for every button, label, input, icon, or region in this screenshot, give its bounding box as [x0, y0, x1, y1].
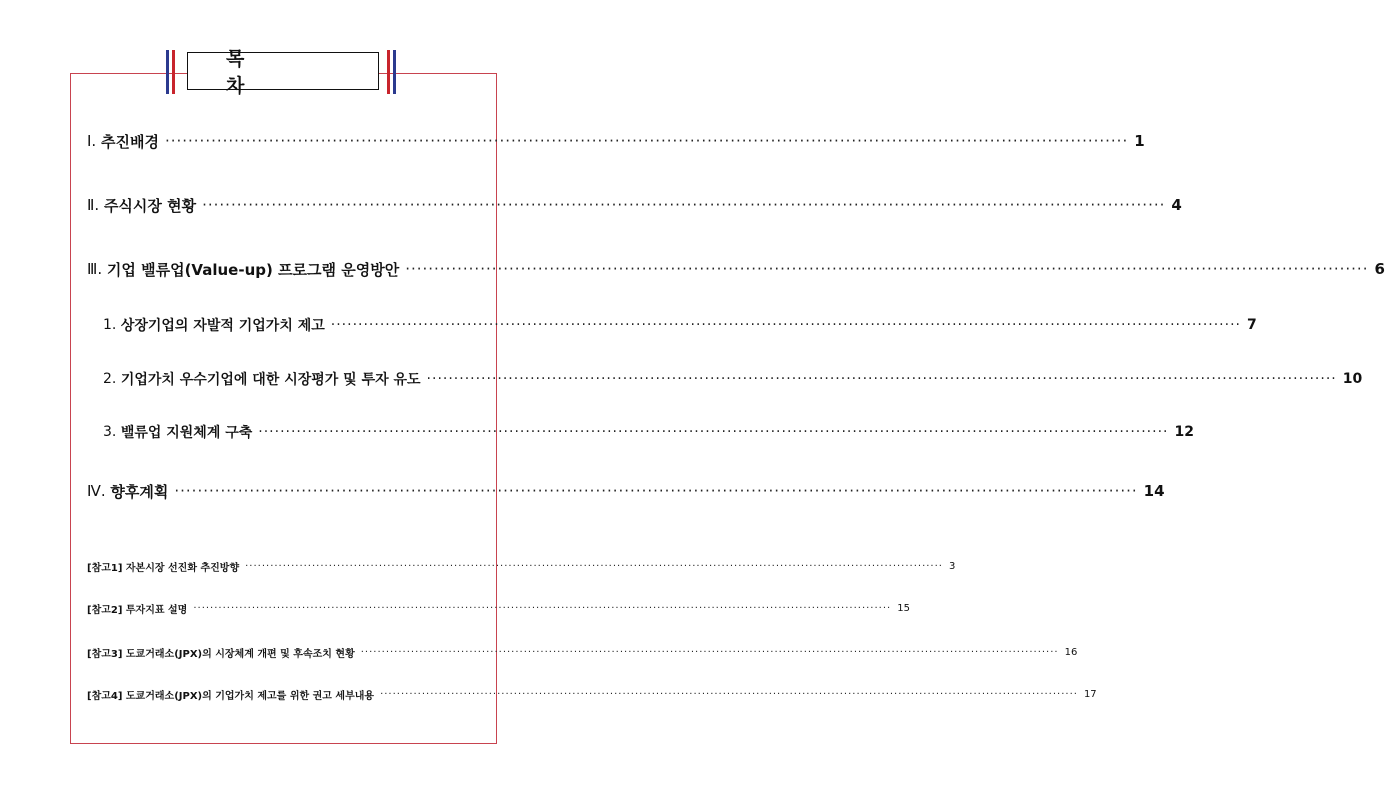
ref-item-1[interactable]	[87, 558, 956, 574]
toc-label: 향후계획	[110, 482, 169, 501]
toc-leader: ·······································································································································································	[330, 317, 1241, 333]
ref-page: 16	[1064, 646, 1078, 658]
toc-number: Ⅰ.	[87, 132, 97, 150]
toc-label: 밸류업 지원체계 구축	[120, 425, 253, 441]
ref-item-3[interactable]	[87, 644, 1078, 660]
toc-number: Ⅲ.	[87, 260, 103, 278]
toc-label: 기업가치 우수기업에 대한 시장평가 및 투자 유도	[120, 372, 421, 388]
toc-leader: ·······································································································································································	[202, 196, 1166, 214]
ref-page: 15	[897, 602, 910, 614]
ref-leader: ·······································································································································································	[193, 602, 892, 614]
ref-page: 17	[1083, 688, 1097, 700]
toc-item-3-3[interactable]	[103, 422, 1194, 442]
toc-item-3[interactable]	[87, 258, 1385, 280]
ref-label: [참고1] 자본시장 선진화 추진방향	[87, 562, 240, 574]
decor-bar-red-left	[172, 50, 175, 94]
toc-leader: ·······································································································································································	[258, 424, 1169, 440]
toc-number: Ⅳ.	[87, 482, 106, 500]
toc-leader: ·······································································································································································	[405, 260, 1369, 278]
title-header	[160, 48, 406, 97]
toc-page: 12	[1174, 424, 1194, 440]
toc-item-2[interactable]	[87, 194, 1182, 216]
ref-label: [참고2] 투자지표 설명	[87, 604, 188, 616]
toc-leader: ·······································································································································································	[426, 371, 1337, 387]
toc-page: 1	[1134, 132, 1145, 150]
ref-label: [참고3] 도쿄거래소(JPX)의 시장체계 개편 및 후속조치 현황	[87, 648, 355, 660]
ref-item-2[interactable]	[87, 600, 910, 616]
ref-leader: ·······································································································································································	[360, 646, 1059, 658]
toc-page: 14	[1143, 482, 1165, 500]
toc-number: Ⅱ.	[87, 196, 100, 214]
toc-number: 1.	[103, 317, 117, 333]
ref-page: 3	[948, 560, 956, 572]
toc-leader: ·······································································································································································	[164, 132, 1129, 150]
toc-item-4[interactable]	[87, 480, 1165, 502]
toc-number: 3.	[103, 424, 117, 440]
toc-label: 추진배경	[100, 132, 159, 151]
toc-label: 주식시장 현황	[103, 196, 197, 215]
page-title: 목 차	[187, 52, 379, 90]
toc-item-1[interactable]	[87, 130, 1145, 152]
toc-leader: ·······································································································································································	[174, 482, 1138, 500]
ref-leader: ·······································································································································································	[245, 560, 943, 572]
ref-label: [참고4] 도쿄거래소(JPX)의 기업가치 제고를 위한 권고 세부내용	[87, 690, 375, 702]
toc-item-3-2[interactable]	[103, 369, 1363, 389]
toc-label: 기업 밸류업(Value-up) 프로그램 운영방안	[106, 260, 400, 279]
decor-bar-red-right	[387, 50, 390, 94]
toc-page: 6	[1374, 260, 1385, 278]
toc-label: 상장기업의 자발적 기업가치 제고	[120, 318, 325, 334]
toc-number: 2.	[103, 371, 117, 387]
decor-bar-blue-left	[166, 50, 169, 94]
decor-bar-blue-right	[393, 50, 396, 94]
toc-item-3-1[interactable]	[103, 315, 1257, 335]
ref-leader: ·······································································································································································	[380, 688, 1078, 700]
ref-item-4[interactable]	[87, 686, 1097, 702]
toc-page: 4	[1171, 196, 1182, 214]
toc-page: 7	[1246, 317, 1257, 333]
toc-page: 10	[1342, 371, 1363, 387]
